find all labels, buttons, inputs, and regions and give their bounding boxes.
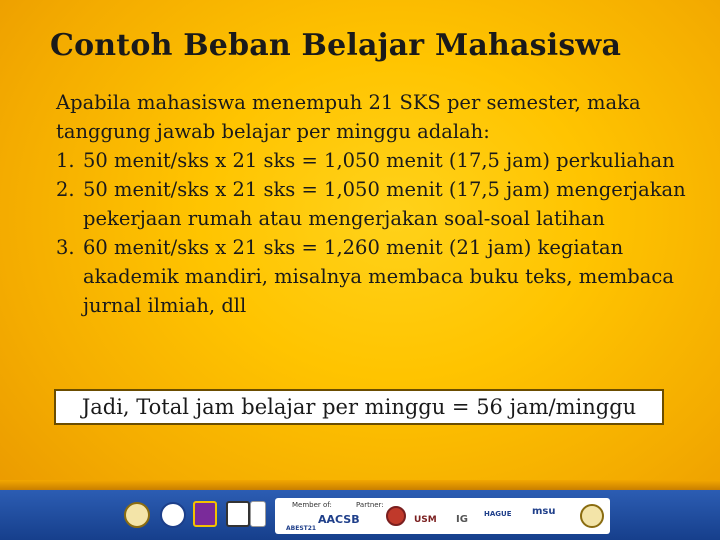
certification-logo-icon: [226, 501, 250, 527]
list-item-text: 60 menit/sks x 21 sks = 1,260 menit (21 jam) kegiatan akademik mandiri, misalnya membaca buku teks, membaca jurnal ilmiah, dll: [83, 236, 674, 317]
list-item: [56, 233, 696, 320]
partner-crest-icon: [386, 506, 406, 526]
accreditation-logo-icon: [250, 501, 266, 527]
hague-logo: HAGUE: [484, 510, 512, 518]
ranking-logo-icon: [193, 501, 217, 527]
abest21-logo: ABEST21: [286, 525, 317, 532]
ig-logo: IG: [456, 514, 468, 525]
msu-logo: msu: [532, 506, 556, 517]
slide-body: [56, 88, 696, 320]
list-item-number: 2.: [56, 178, 75, 201]
list-item-text: 50 menit/sks x 21 sks = 1,050 menit (17,5 jam) perkuliahan: [83, 149, 675, 172]
aacsb-logo: AACSB: [318, 513, 360, 526]
list-item-text: 50 menit/sks x 21 sks = 1,050 menit (17,5 jam) mengerjakan pekerjaan rumah atau mengerjakan soal-soal latihan: [83, 178, 686, 230]
member-label: Member of:: [292, 501, 332, 509]
list-item-number: 3.: [56, 236, 75, 259]
partner-label: Partner:: [356, 501, 384, 509]
footer-accent-strip: [0, 480, 720, 490]
study-load-list: [56, 146, 696, 320]
list-item: [56, 175, 696, 233]
list-item: [56, 146, 696, 175]
partner-seal-icon: [580, 504, 604, 528]
summary-box: Jadi, Total jam belajar per minggu = 56 jam/minggu: [54, 389, 664, 425]
slide-title: Contoh Beban Belajar Mahasiswa: [50, 28, 622, 63]
university-seal-icon: [124, 502, 150, 528]
intro-text: Apabila mahasiswa menempuh 21 SKS per semester, maka tanggung jawab belajar per minggu adalah:: [56, 91, 641, 143]
usm-logo: USM: [414, 515, 437, 525]
list-item-number: 1.: [56, 149, 75, 172]
award-logo-icon: [160, 502, 186, 528]
